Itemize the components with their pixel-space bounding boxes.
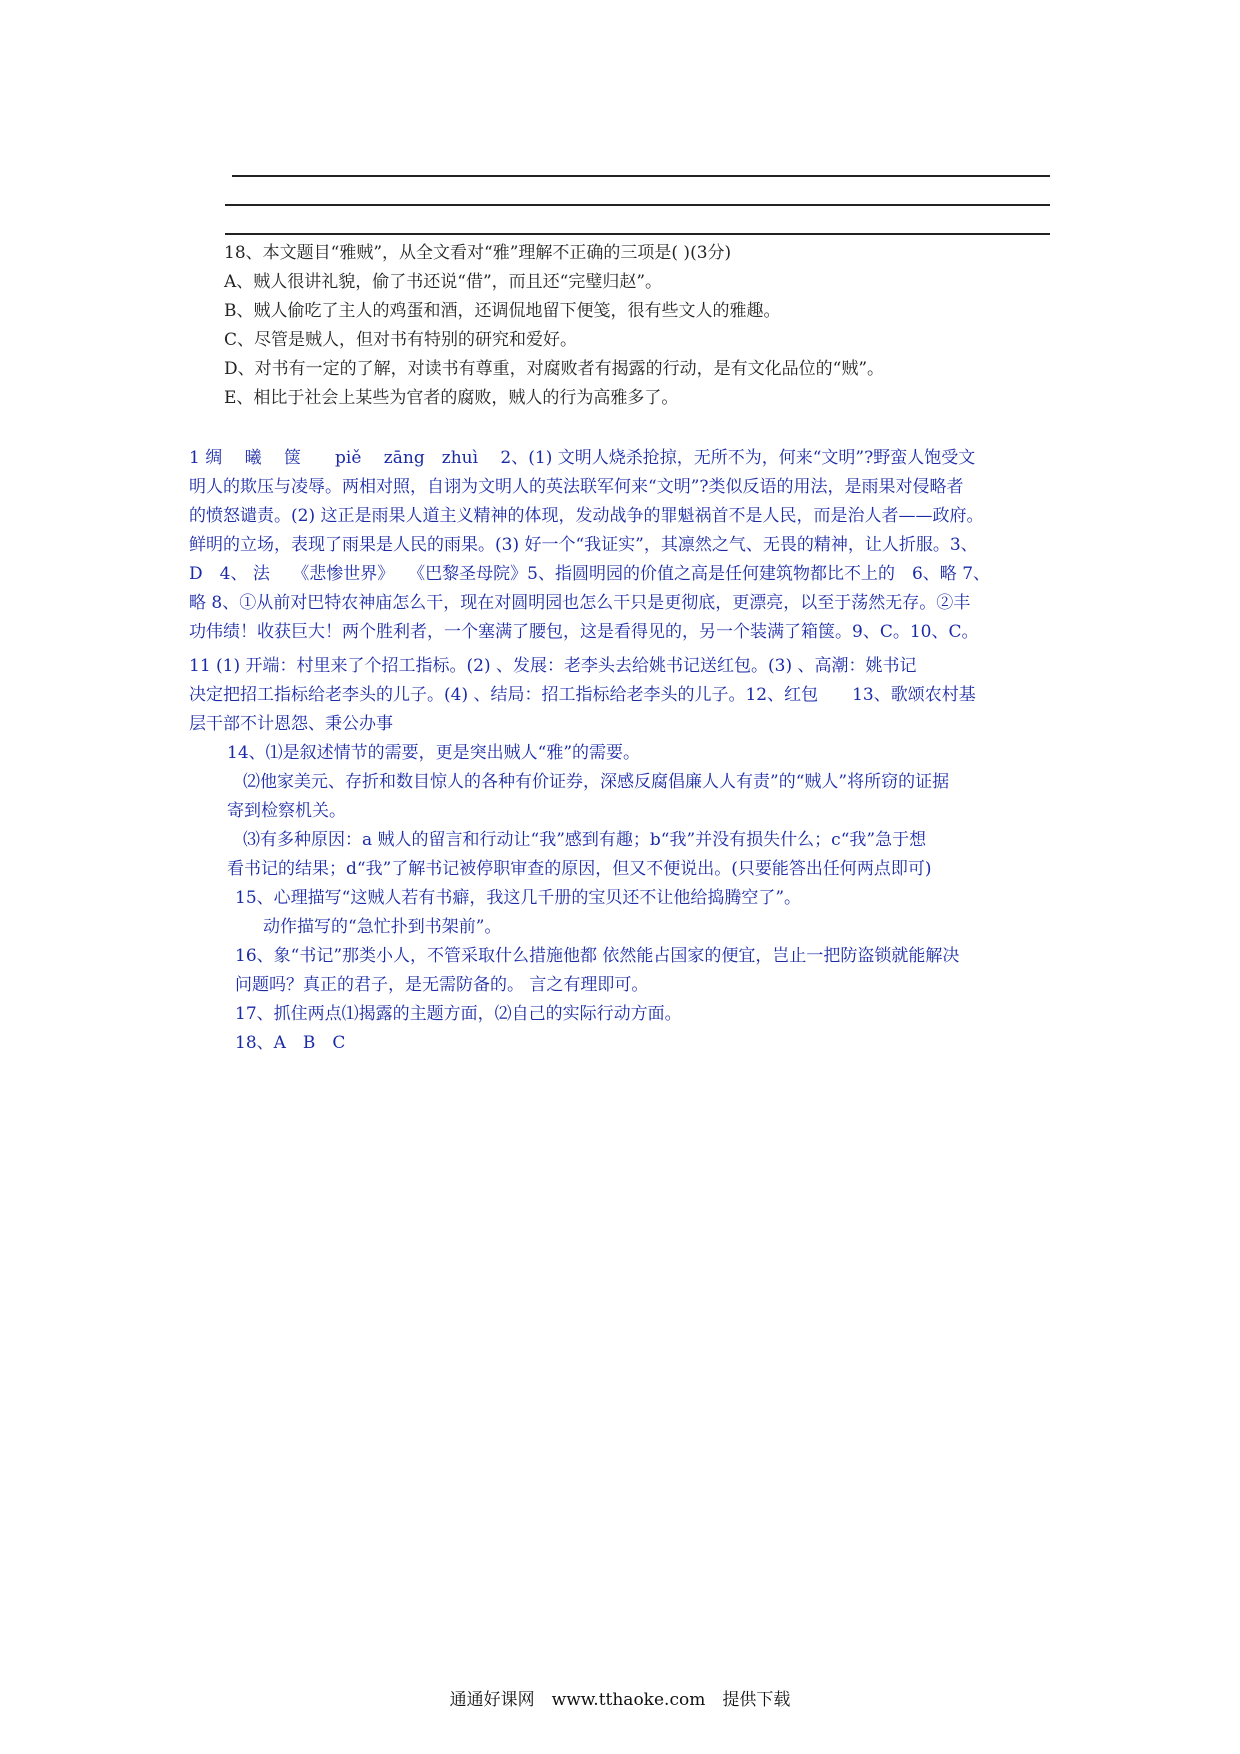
answer-14-p2-line: 寄到检察机关。 <box>227 801 346 821</box>
answer-17-line: 17、抓住两点⑴揭露的主题方面，⑵自己的实际行动方面。 <box>235 1004 682 1024</box>
answer-18-line: 18、A B C <box>235 1033 346 1053</box>
answer-line: 明人的欺压与凌辱。两相对照，自诩为文明人的英法联军何来“文明”?类似反语的用法，是雨果对侵略者 <box>189 477 964 497</box>
answer-line: 功伟绩！收获巨大！两个胜利者，一个塞满了腰包，这是看得见的，另一个装满了箱箧。9、C。10、C。 <box>189 622 979 642</box>
answer-line: D 4、 法 《悲惨世界》 《巴黎圣母院》5、指圆明园的价值之高是任何建筑物都比不上的 6、略 7、 <box>189 564 991 584</box>
answer-line: 鲜明的立场，表现了雨果是人民的雨果。(3) 好一个“我证实”，其凛然之气、无畏的精神，让人折服。3、 <box>189 535 978 555</box>
answer-14-p2-line: ⑵他家美元、存折和数目惊人的各种有价证券，深感反腐倡廉人人有责”的“贼人”将所窃的证据 <box>243 772 950 792</box>
answer-16-line: 问题吗？真正的君子，是无需防备的。 言之有理即可。 <box>235 975 649 995</box>
question-18-stem: 18、本文题目“雅贼”，从全文看对“雅”理解不正确的三项是( )(3分) <box>224 243 732 263</box>
answer-blank-line-3 <box>225 233 1050 235</box>
answer-14-line: 14、⑴是叙述情节的需要，更是突出贼人“雅”的需要。 <box>227 743 641 763</box>
answer-line: 层干部不计恩怨、秉公办事 <box>189 714 393 734</box>
answer-16-line: 16、象“书记”那类小人，不管采取什么措施他都 依然能占国家的便宜，岂止一把防盗锁就能解决 <box>235 946 960 966</box>
answer-14-p3-line: ⑶有多种原因：a 贼人的留言和行动让“我”感到有趣；b“我”并没有损失什么；c“我”急于想 <box>243 830 927 850</box>
question-18-option-a: A、贼人很讲礼貌，偷了书还说“借”，而且还“完璧归赵”。 <box>224 272 663 292</box>
answer-line: 略 8、①从前对巴特农神庙怎么干，现在对圆明园也怎么干只是更彻底，更漂亮，以至于荡然无存。②丰 <box>189 593 971 613</box>
answer-blank-line-1 <box>232 175 1050 177</box>
answer-line: 的愤怒谴责。(2) 这正是雨果人道主义精神的体现，发动战争的罪魁祸首不是人民，而是治人者——政府。 <box>189 506 984 526</box>
answer-line: 决定把招工指标给老李头的儿子。(4) 、结局：招工指标给老李头的儿子。12、红包 13、歌颂农村基 <box>189 685 976 705</box>
question-18-option-e: E、相比于社会上某些为官者的腐败，贼人的行为高雅多了。 <box>224 388 679 408</box>
answer-line: 1 绸 曦 箧 piě zāng zhuì 2、(1) 文明人烧杀抢掠，无所不为，何来“文明”?野蛮人饱受文 <box>189 448 976 468</box>
answer-15-line: 动作描写的“急忙扑到书架前”。 <box>263 917 502 937</box>
question-18-option-d: D、对书有一定的了解，对读书有尊重，对腐败者有揭露的行动，是有文化品位的“贼”。 <box>224 359 885 379</box>
answer-blank-line-2 <box>225 204 1050 206</box>
answer-15-line: 15、心理描写“这贼人若有书癖，我这几千册的宝贝还不让他给捣腾空了”。 <box>235 888 802 908</box>
answer-14-p3-line: 看书记的结果；d“我”了解书记被停职审查的原因，但又不便说出。(只要能答出任何两点即可) <box>227 859 932 879</box>
page-footer: 通通好课网 www.tthaoke.com 提供下载 <box>449 1690 791 1710</box>
question-18-option-c: C、尽管是贼人，但对书有特别的研究和爱好。 <box>224 330 578 350</box>
question-18-option-b: B、贼人偷吃了主人的鸡蛋和酒，还调侃地留下便笺，很有些文人的雅趣。 <box>224 301 781 321</box>
answer-line: 11 (1) 开端：村里来了个招工指标。(2) 、发展：老李头去给姚书记送红包。(3) 、高潮：姚书记 <box>189 656 917 676</box>
